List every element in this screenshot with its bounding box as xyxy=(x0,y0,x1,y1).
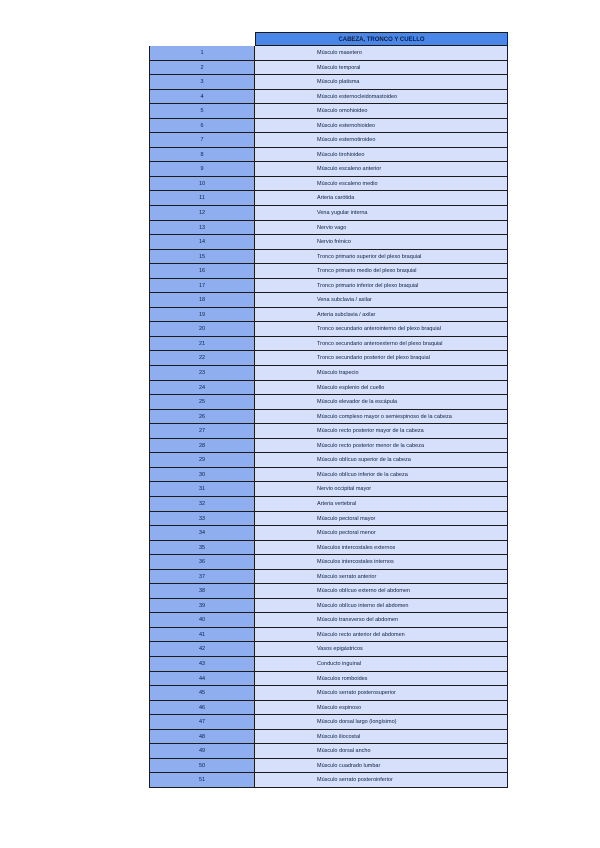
row-number: 40 xyxy=(149,613,255,628)
row-number: 19 xyxy=(149,308,255,323)
row-number: 14 xyxy=(149,235,255,250)
row-number: 51 xyxy=(149,773,255,788)
row-label: Nervio occipital mayor xyxy=(255,482,508,497)
table-row xyxy=(149,293,508,308)
row-label: Músculo pectoral menor xyxy=(255,526,508,541)
table-row xyxy=(149,351,508,366)
table-row xyxy=(149,482,508,497)
table-row xyxy=(149,541,508,556)
table-row xyxy=(149,308,508,323)
row-number: 20 xyxy=(149,322,255,337)
row-label: Músculo omohioideo xyxy=(255,104,508,119)
row-number: 28 xyxy=(149,439,255,454)
row-label: Músculos romboides xyxy=(255,672,508,687)
table-row xyxy=(149,468,508,483)
row-number: 39 xyxy=(149,599,255,614)
table-row xyxy=(149,628,508,643)
row-label: Músculo complexo mayor o semiespinoso de la cabeza xyxy=(255,410,508,425)
table-row xyxy=(149,701,508,716)
row-number: 22 xyxy=(149,351,255,366)
row-number: 45 xyxy=(149,686,255,701)
row-label: Tronco primario superior del plexo braquial xyxy=(255,250,508,265)
row-number: 43 xyxy=(149,657,255,672)
row-label: Músculo escaleno medio xyxy=(255,177,508,192)
row-number: 50 xyxy=(149,759,255,774)
row-label: Músculo oblícuo externo del abdomen xyxy=(255,584,508,599)
table-row xyxy=(149,424,508,439)
row-label: Músculo serrato posteroinferior xyxy=(255,773,508,788)
row-label: Músculo oblícuo inferior de la cabeza xyxy=(255,468,508,483)
row-number: 38 xyxy=(149,584,255,599)
table-title: CABEZA, TRONCO Y CUELLO xyxy=(255,32,508,46)
row-label: Tronco primario medio del plexo braquial xyxy=(255,264,508,279)
header-blank-cell xyxy=(149,32,255,46)
row-label: Músculo temporal xyxy=(255,61,508,76)
row-label: Tronco primario inferior del plexo braquial xyxy=(255,279,508,294)
row-label: Músculo serrato posterosuperior xyxy=(255,686,508,701)
row-number: 4 xyxy=(149,90,255,105)
row-number: 24 xyxy=(149,381,255,396)
row-label: Músculo escaleno anterior xyxy=(255,162,508,177)
row-label: Músculo esplenio del cuello xyxy=(255,381,508,396)
table-row xyxy=(149,526,508,541)
row-label: Arteria subclavia / axilar xyxy=(255,308,508,323)
row-number: 12 xyxy=(149,206,255,221)
row-label: Músculo recto posterior menor de la cabeza xyxy=(255,439,508,454)
row-number: 49 xyxy=(149,744,255,759)
table-row xyxy=(149,570,508,585)
row-label: Vena yugular interna xyxy=(255,206,508,221)
table-row xyxy=(149,75,508,90)
row-label: Músculo iliocostal xyxy=(255,730,508,745)
row-label: Arteria vertebral xyxy=(255,497,508,512)
row-number: 32 xyxy=(149,497,255,512)
row-number: 15 xyxy=(149,250,255,265)
table-row xyxy=(149,221,508,236)
row-number: 23 xyxy=(149,366,255,381)
row-label: Músculo esternocleidomastoideo xyxy=(255,90,508,105)
table-row xyxy=(149,584,508,599)
table-row xyxy=(149,599,508,614)
row-label: Músculo transverso del abdomen xyxy=(255,613,508,628)
row-label: Músculo cuadrado lumbar xyxy=(255,759,508,774)
row-number: 41 xyxy=(149,628,255,643)
table-row xyxy=(149,162,508,177)
row-number: 9 xyxy=(149,162,255,177)
row-number: 11 xyxy=(149,191,255,206)
table-row xyxy=(149,555,508,570)
row-label: Vasos epigástricos xyxy=(255,642,508,657)
row-label: Músculos intercostales externos xyxy=(255,541,508,556)
row-label: Músculo pectoral mayor xyxy=(255,512,508,527)
row-number: 10 xyxy=(149,177,255,192)
table-row xyxy=(149,439,508,454)
anatomy-table xyxy=(149,32,508,788)
row-number: 18 xyxy=(149,293,255,308)
row-number: 36 xyxy=(149,555,255,570)
row-label: Tronco secundario anteroexterno del plexo braquial xyxy=(255,337,508,352)
row-label: Músculo serrato anterior xyxy=(255,570,508,585)
row-number: 21 xyxy=(149,337,255,352)
table-row xyxy=(149,657,508,672)
table-row xyxy=(149,191,508,206)
row-number: 5 xyxy=(149,104,255,119)
table-row xyxy=(149,148,508,163)
row-label: Músculo tirohioideo xyxy=(255,148,508,163)
row-number: 3 xyxy=(149,75,255,90)
row-label: Nervio frénico xyxy=(255,235,508,250)
row-label: Músculo dorsal ancho xyxy=(255,744,508,759)
row-label: Músculo platisma xyxy=(255,75,508,90)
row-number: 35 xyxy=(149,541,255,556)
row-number: 44 xyxy=(149,672,255,687)
row-number: 7 xyxy=(149,133,255,148)
row-number: 30 xyxy=(149,468,255,483)
table-row xyxy=(149,119,508,134)
row-label: Tronco secundario anterointerno del plexo braquial xyxy=(255,322,508,337)
table-row xyxy=(149,279,508,294)
table-row xyxy=(149,773,508,788)
table-row xyxy=(149,642,508,657)
table-row xyxy=(149,686,508,701)
table-row xyxy=(149,61,508,76)
row-label: Arteria carótida xyxy=(255,191,508,206)
row-label: Conducto inguinal xyxy=(255,657,508,672)
row-label: Músculo elevador de la escápula xyxy=(255,395,508,410)
row-number: 8 xyxy=(149,148,255,163)
table-row xyxy=(149,206,508,221)
row-number: 37 xyxy=(149,570,255,585)
row-number: 46 xyxy=(149,701,255,716)
row-label: Músculo espinoso xyxy=(255,701,508,716)
row-number: 13 xyxy=(149,221,255,236)
row-number: 29 xyxy=(149,453,255,468)
row-number: 31 xyxy=(149,482,255,497)
table-row xyxy=(149,235,508,250)
row-label: Músculo esternotiroideo xyxy=(255,133,508,148)
table-row xyxy=(149,672,508,687)
row-label: Músculo oblícuo interno del abdomen xyxy=(255,599,508,614)
table-row xyxy=(149,730,508,745)
row-number: 26 xyxy=(149,410,255,425)
row-number: 16 xyxy=(149,264,255,279)
row-label: Músculo trapecio xyxy=(255,366,508,381)
row-number: 47 xyxy=(149,715,255,730)
row-number: 42 xyxy=(149,642,255,657)
table-row xyxy=(149,366,508,381)
row-label: Músculo oblícuo superior de la cabeza xyxy=(255,453,508,468)
table-row xyxy=(149,497,508,512)
table-row xyxy=(149,322,508,337)
row-label: Músculo dorsal largo (longísimo) xyxy=(255,715,508,730)
row-number: 25 xyxy=(149,395,255,410)
table-row xyxy=(149,744,508,759)
table-row xyxy=(149,133,508,148)
table-row xyxy=(149,177,508,192)
row-label: Tronco secundario posterior del plexo braquial xyxy=(255,351,508,366)
row-number: 2 xyxy=(149,61,255,76)
row-label: Nervio vago xyxy=(255,221,508,236)
table-row xyxy=(149,46,508,61)
table-row xyxy=(149,104,508,119)
row-label: Vena subclavia / axilar xyxy=(255,293,508,308)
row-number: 6 xyxy=(149,119,255,134)
row-number: 27 xyxy=(149,424,255,439)
table-row xyxy=(149,453,508,468)
row-label: Músculo recto anterior del abdomen xyxy=(255,628,508,643)
table-row xyxy=(149,250,508,265)
table-row xyxy=(149,90,508,105)
table-row xyxy=(149,337,508,352)
table-row xyxy=(149,381,508,396)
row-number: 34 xyxy=(149,526,255,541)
row-number: 48 xyxy=(149,730,255,745)
table-row xyxy=(149,410,508,425)
row-label: Músculos intercostales internos xyxy=(255,555,508,570)
row-number: 1 xyxy=(149,46,255,61)
row-label: Músculo masetero xyxy=(255,46,508,61)
row-label: Músculo recto posterior mayor de la cabeza xyxy=(255,424,508,439)
table-body xyxy=(149,46,508,788)
table-header-row xyxy=(149,32,508,46)
table-row xyxy=(149,759,508,774)
table-row xyxy=(149,512,508,527)
row-number: 17 xyxy=(149,279,255,294)
table-row xyxy=(149,264,508,279)
table-row xyxy=(149,715,508,730)
row-label: Músculo esternohioideo xyxy=(255,119,508,134)
row-number: 33 xyxy=(149,512,255,527)
table-row xyxy=(149,613,508,628)
table-row xyxy=(149,395,508,410)
